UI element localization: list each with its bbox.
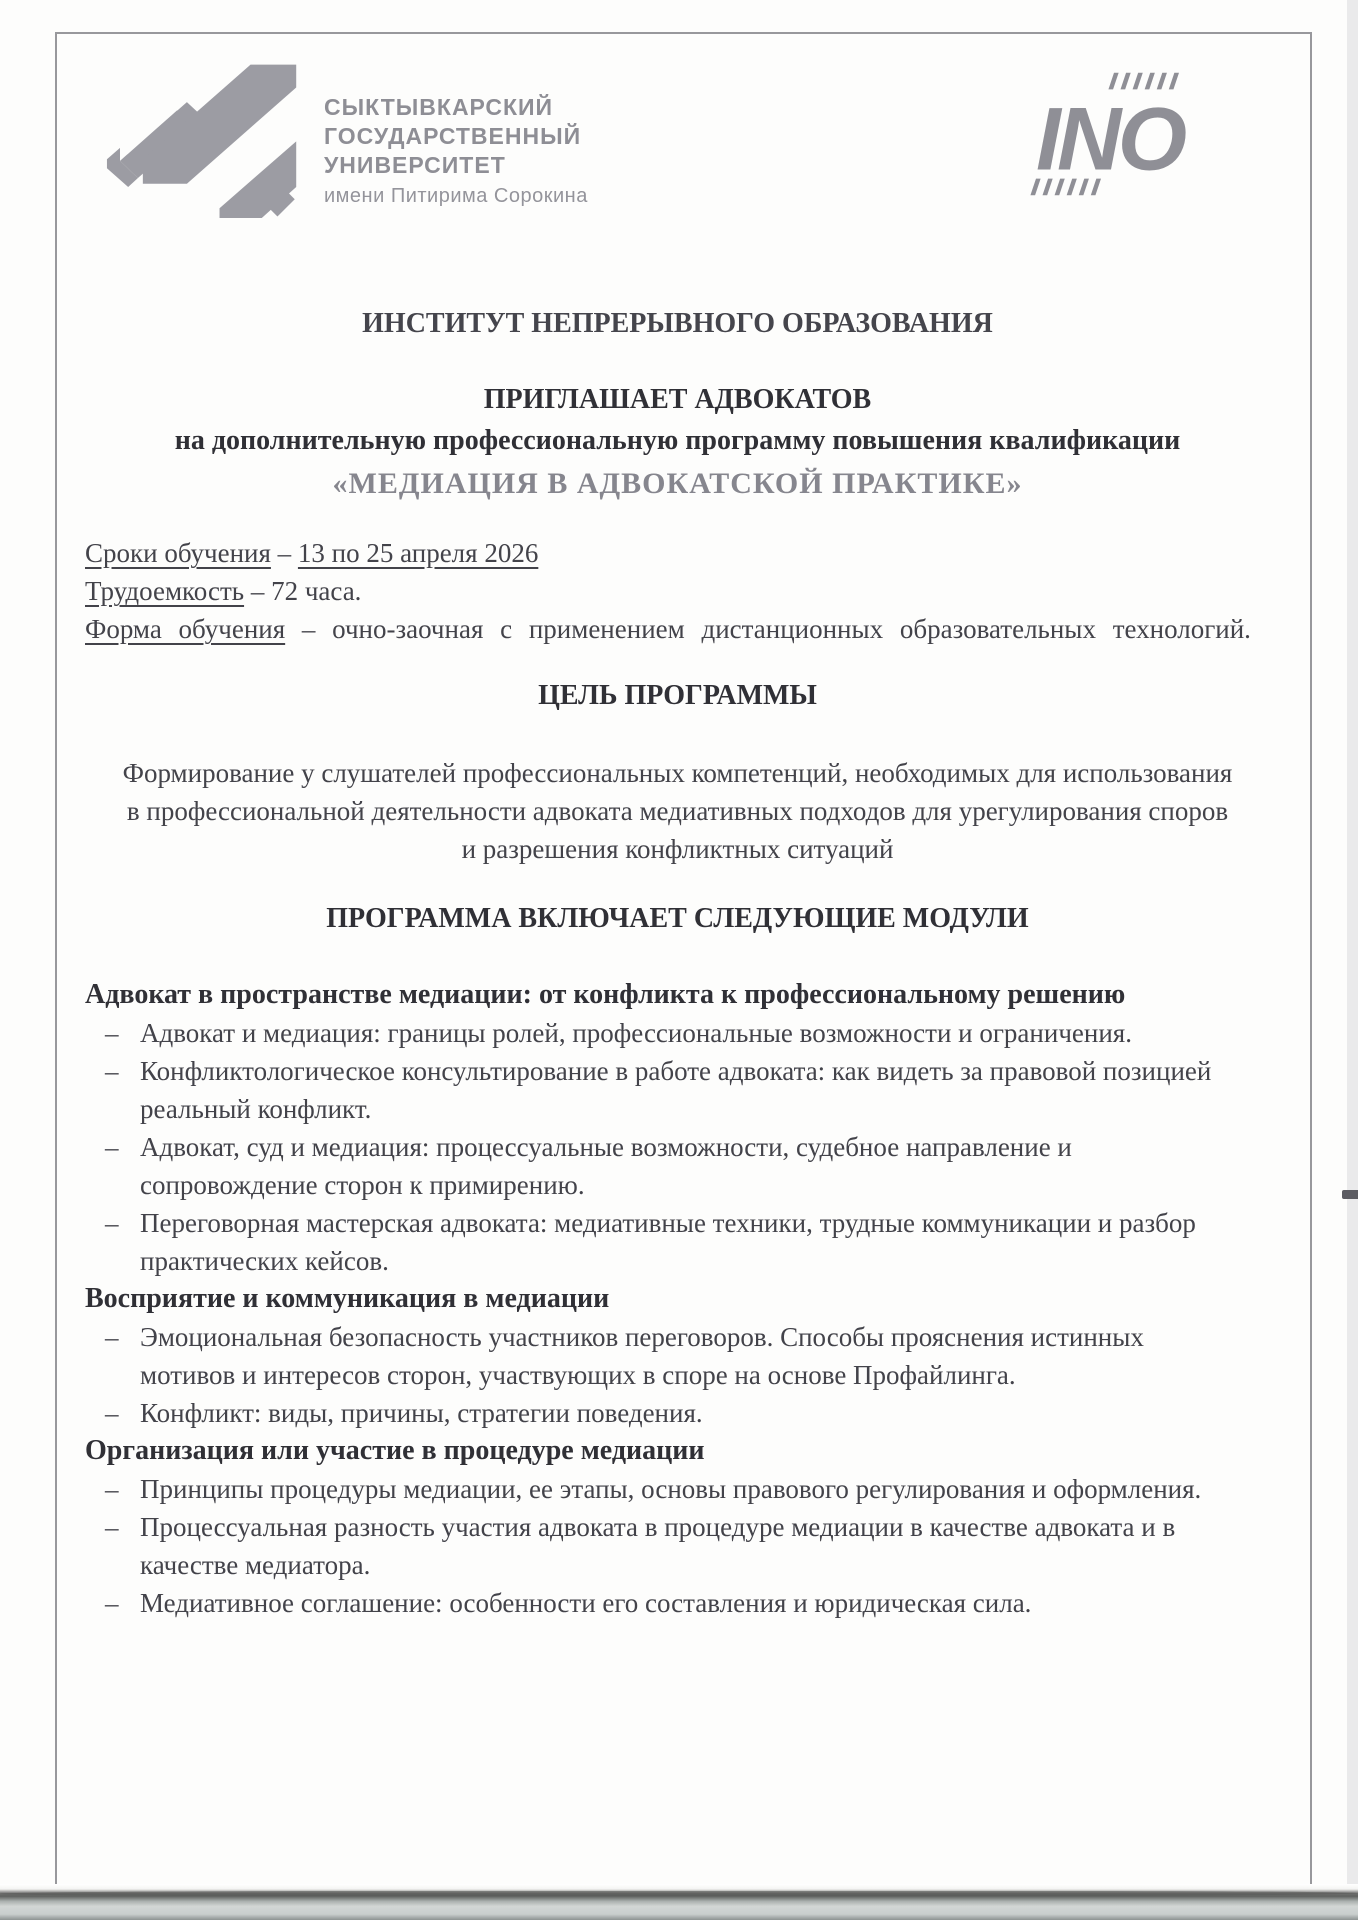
ino-institute-logo-icon	[1025, 69, 1190, 199]
list-item	[85, 1014, 1270, 1052]
institute-title: ИНСТИТУТ НЕПРЕРЫВНОГО ОБРАЗОВАНИЯ	[362, 308, 993, 339]
university-block	[85, 63, 588, 218]
list-item-text: Процессуальная разность участия адвоката в процедуре медиации в качестве адвоката и в качестве медиатора.	[140, 1512, 1176, 1580]
goal-text: Формирование у слушателей профессиональных компетенций, необходимых для использования в профессиональной деятельности адвоката медиативных подходов для урегулирования споров и разрешения конфликтных ситуаций	[122, 758, 1233, 864]
detail-format	[85, 610, 1270, 648]
modules-heading: ПРОГРАММА ВКЛЮЧАЕТ СЛЕДУЮЩИЕ МОДУЛИ	[326, 903, 1029, 934]
invite-subline: на дополнительную профессиональную программу повышения квалификации	[174, 425, 1181, 456]
detail-workload	[85, 572, 1270, 610]
list-item-text: Конфликт: виды, причины, стратегии поведения.	[140, 1398, 703, 1428]
university-name	[324, 93, 588, 211]
list-dash: –	[105, 1132, 119, 1162]
list-item-text: Эмоциональная безопасность участников переговоров. Способы прояснения истинных мотивов и интересов сторон, участвующих в споре на основе Профайлинга.	[140, 1322, 1144, 1390]
scan-edge-mark	[1342, 1190, 1358, 1199]
ino-logo-text: INO	[1036, 88, 1184, 189]
list-item	[85, 1052, 1270, 1128]
detail-dates	[85, 534, 1270, 572]
scan-right-edge-shade	[1347, 0, 1358, 1920]
university-name-line-2: ГОСУДАРСТВЕННЫЙ	[324, 123, 582, 149]
university-name-line-3: УНИВЕРСИТЕТ	[324, 152, 506, 178]
list-item	[85, 1584, 1270, 1622]
modules-list	[85, 976, 1270, 1622]
list-item	[85, 1204, 1270, 1280]
list-item-text: Адвокат и медиация: границы ролей, профессиональные возможности и ограничения.	[140, 1018, 1132, 1048]
detail-dates-label: Сроки обучения	[85, 538, 271, 568]
list-dash: –	[105, 1474, 119, 1504]
list-item	[85, 1128, 1270, 1204]
module-3-title: Организация или участие в процедуре медиации	[85, 1435, 705, 1466]
detail-dates-value: 13 по 25 апреля 2026	[297, 538, 539, 568]
detail-dates-sep: –	[270, 538, 298, 568]
invite-line: ПРИГЛАШАЕТ АДВОКАТОВ	[483, 384, 872, 415]
list-item-text: Принципы процедуры медиации, ее этапы, основы правового регулирования и оформления.	[140, 1474, 1202, 1504]
list-item	[85, 1318, 1270, 1394]
university-logo-icon	[85, 63, 310, 218]
detail-workload-sep: –	[244, 576, 272, 606]
detail-format-label: Форма обучения	[85, 614, 286, 644]
document-header	[85, 63, 1270, 218]
goal-heading: ЦЕЛЬ ПРОГРАММЫ	[538, 680, 817, 711]
list-dash: –	[105, 1588, 119, 1618]
detail-workload-value: 72 часа.	[271, 576, 362, 606]
list-item	[85, 1508, 1270, 1584]
program-title: «МЕДИАЦИЯ В АДВОКАТСКОЙ ПРАКТИКЕ»	[332, 467, 1023, 500]
list-item-text: Адвокат, суд и медиация: процессуальные возможности, судебное направление и сопровождение сторон к примирению.	[140, 1132, 1072, 1200]
module-2-title: Восприятие и коммуникация в медиации	[85, 1283, 610, 1314]
list-dash: –	[105, 1056, 119, 1086]
scan-bottom-edge	[0, 1884, 1358, 1920]
list-item-text: Переговорная мастерская адвоката: медиативные техники, трудные коммуникации и разбор практических кейсов.	[140, 1208, 1196, 1276]
detail-workload-label: Трудоемкость	[85, 576, 245, 606]
document-content	[85, 55, 1270, 1622]
list-item-text: Медиативное соглашение: особенности его составления и юридическая сила.	[140, 1588, 1032, 1618]
list-dash: –	[105, 1322, 119, 1352]
university-name-line-1: СЫКТЫВКАРСКИЙ	[324, 94, 554, 120]
list-item-text: Конфликтологическое консультирование в работе адвоката: как видеть за правовой позицией реальный конфликт.	[140, 1056, 1212, 1124]
list-dash: –	[105, 1512, 119, 1542]
program-details	[85, 534, 1270, 648]
detail-format-value: очно-заочная с применением дистанционных образовательных технологий.	[332, 614, 1251, 644]
detail-format-sep: –	[285, 614, 333, 644]
list-dash: –	[105, 1398, 119, 1428]
list-dash: –	[105, 1208, 119, 1238]
list-dash: –	[105, 1018, 119, 1048]
module-1-title: Адвокат в пространстве медиации: от конфликта к профессиональному решению	[85, 979, 1126, 1010]
list-item	[85, 1470, 1270, 1508]
university-name-sub: имени Питирима Сорокина	[324, 185, 588, 207]
list-item	[85, 1394, 1270, 1432]
